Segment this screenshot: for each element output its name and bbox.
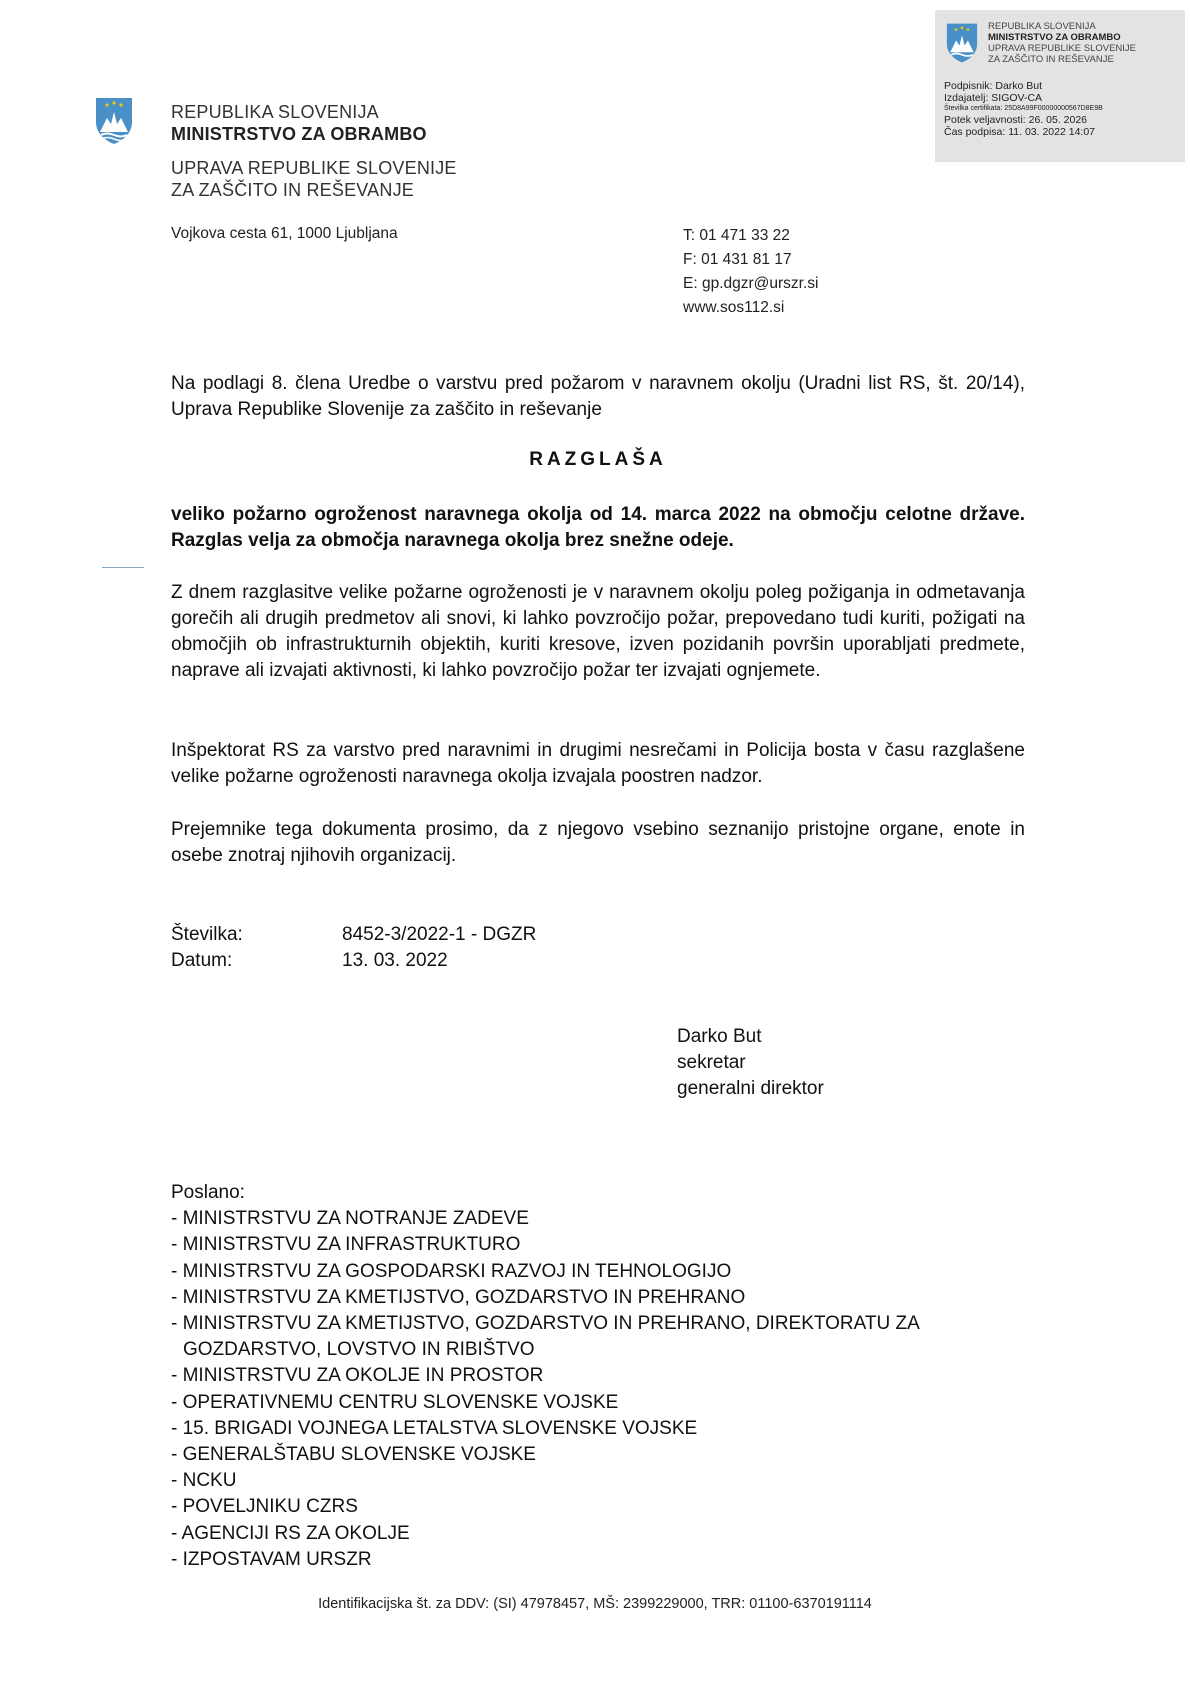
stamp-validity: Potek veljavnosti: 26. 05. 2026 — [944, 114, 1088, 126]
stamp-header — [988, 21, 1136, 65]
letterhead-ministry: MINISTRSTVO ZA OBRAMBO — [171, 124, 427, 144]
declaration-paragraph: veliko požarno ogroženost naravnega okolja od 14. marca 2022 na območju celotne države. Razglas velja za območja naravnega okolja brez snežne odeje. — [171, 504, 1025, 551]
signer-name: Darko But — [677, 1026, 762, 1047]
fax: F: 01 431 81 17 — [683, 251, 792, 268]
list-item: - OPERATIVNEMU CENTRU SLOVENSKE VOJSKE — [171, 1391, 619, 1413]
stamp-signer: Podpisnik: Darko But — [944, 80, 1043, 92]
contact-block — [683, 224, 818, 320]
intro-paragraph: Na podlagi 8. člena Uredbe o varstvu pred požarom v naravnem okolju (Uradni list RS, št. 20/14), Uprava Republike Slovenije za zaščito in reševanje — [171, 373, 1025, 420]
list-item: - GENERALŠTABU SLOVENSKE VOJSKE — [171, 1444, 536, 1466]
signature-block — [677, 1024, 824, 1102]
distribution-list — [171, 1180, 920, 1573]
stamp-header-line: MINISTRSTVO ZA OBRAMBO — [988, 32, 1121, 43]
document-title: RAZGLAŠA — [529, 449, 667, 470]
list-item: - MINISTRSTVU ZA NOTRANJE ZADEVE — [171, 1208, 529, 1230]
signer-role: sekretar — [677, 1052, 746, 1073]
email: E: gp.dgzr@urszr.si — [683, 275, 819, 292]
list-item: - MINISTRSTVU ZA KMETIJSTVO, GOZDARSTVO IN PREHRANO, DIREKTORATU ZA — [171, 1313, 920, 1335]
supervision-paragraph: Inšpektorat RS za varstvo pred naravnimi in drugimi nesrečami in Policija bosta v času razglašene velike požarne ogroženosti naravnega okolja izvajala poostren nadzor. — [171, 740, 1025, 787]
signer-role: generalni direktor — [677, 1078, 824, 1099]
document-date-value: 13. 03. 2022 — [342, 950, 448, 971]
stamp-certificate: Številka certifikata: 25D8A99F00000000567D8E9B — [944, 105, 1103, 112]
stamp-issuer: Izdajatelj: SIGOV-CA — [944, 92, 1043, 104]
list-item: - 15. BRIGADI VOJNEGA LETALSTVA SLOVENSKE VOJSKE — [171, 1417, 698, 1439]
address: Vojkova cesta 61, 1000 Ljubljana — [171, 225, 398, 242]
stamp-details — [944, 80, 1103, 138]
restrictions-paragraph: Z dnem razglasitve velike požarne ogroženosti je v naravnem okolju poleg požiganja in odmetavanja gorečih ali drugih predmetov ali snovi, ki lahko povzročijo požar, prepovedano tudi kuriti, požigati na območjih ob infrastrukturnih objektih, kuriti kresove, izven pozidanih površin uporabljati predmete, naprave ali izvajati aktivnosti, ki lahko povzročijo požar ter izvajati ognjemete. — [171, 582, 1025, 681]
list-item: - IZPOSTAVAM URSZR — [171, 1548, 372, 1570]
list-item: - MINISTRSTVU ZA OKOLJE IN PROSTOR — [171, 1365, 544, 1387]
website: www.sos112.si — [683, 299, 785, 316]
letterhead-agency: UPRAVA REPUBLIKE SLOVENIJE — [171, 158, 457, 178]
margin-marker — [102, 567, 144, 568]
list-item: - NCKU — [171, 1470, 237, 1492]
stamp-header-line: ZA ZAŠČITO IN REŠEVANJE — [988, 54, 1114, 65]
coat-of-arms-icon — [94, 96, 134, 146]
letterhead-country: REPUBLIKA SLOVENIJA — [171, 102, 379, 122]
stamp-header-line: REPUBLIKA SLOVENIJA — [988, 21, 1096, 32]
stamp-signed-at: Čas podpisa: 11. 03. 2022 14:07 — [944, 126, 1096, 138]
phone: T: 01 471 33 22 — [683, 227, 790, 244]
distribution-heading: Poslano: — [171, 1182, 245, 1203]
document-number-value: 8452-3/2022-1 - DGZR — [342, 924, 537, 945]
list-item: - MINISTRSTVU ZA KMETIJSTVO, GOZDARSTVO IN PREHRANO — [171, 1286, 746, 1308]
document-number-label: Številka: — [171, 924, 243, 945]
document-date-label: Datum: — [171, 950, 233, 971]
list-item: GOZDARSTVO, LOVSTVO IN RIBIŠTVO — [183, 1339, 535, 1361]
coat-of-arms-icon — [945, 22, 979, 64]
letterhead — [171, 101, 457, 201]
recipients-paragraph: Prejemnike tega dokumenta prosimo, da z njegovo vsebino seznanijo pristojne organe, enote in osebe znotraj njihovih organizacij. — [171, 819, 1025, 866]
list-item: - MINISTRSTVU ZA GOSPODARSKI RAZVOJ IN TEHNOLOGIJO — [171, 1260, 732, 1282]
letterhead-agency-cont: ZA ZAŠČITO IN REŠEVANJE — [171, 180, 414, 200]
document-date-row — [171, 948, 448, 974]
list-item: - AGENCIJI RS ZA OKOLJE — [171, 1522, 410, 1544]
signature-stamp — [935, 10, 1185, 162]
footer-identification: Identifikacijska št. za DDV: (SI) 47978457, MŠ: 2399229000, TRR: 01100-6370191114 — [318, 1596, 872, 1612]
document-number-row — [171, 922, 536, 948]
stamp-header-line: UPRAVA REPUBLIKE SLOVENIJE — [988, 43, 1137, 54]
list-item: - POVELJNIKU CZRS — [171, 1496, 358, 1518]
list-item: - MINISTRSTVU ZA INFRASTRUKTURO — [171, 1234, 521, 1256]
